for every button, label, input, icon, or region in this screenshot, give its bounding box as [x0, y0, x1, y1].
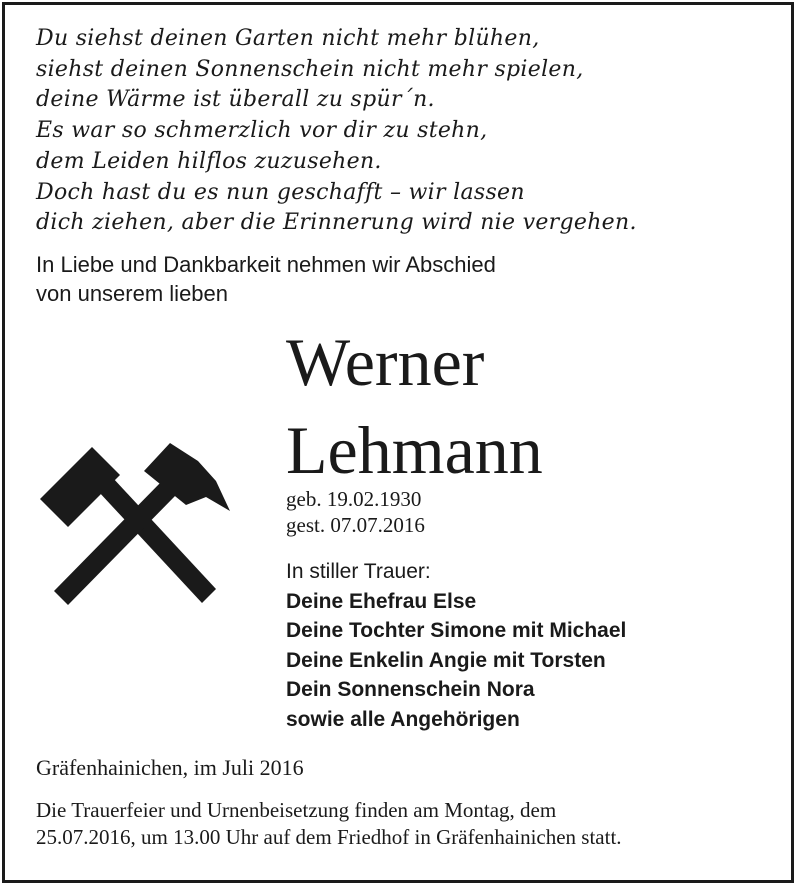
- service-info: [36, 797, 766, 851]
- service-line: Die Trauerfeier und Urnenbeisetzung finden am Montag, dem: [36, 798, 557, 822]
- poem-line: dich ziehen, aber die Erinnerung wird nie vergehen.: [36, 210, 637, 236]
- poem-line: dem Leiden hilflos zuzusehen.: [36, 148, 382, 174]
- hammer-and-pick-icon: [38, 435, 234, 615]
- service-line: 25.07.2016, um 13.00 Uhr auf dem Friedhof in Gräfenhainichen statt.: [36, 825, 622, 849]
- poem-line: Doch hast du es nun geschafft – wir lassen: [36, 179, 525, 205]
- life-dates: [286, 486, 425, 538]
- poem-line: Es war so schmerzlich vor dir zu stehn,: [36, 118, 488, 144]
- mourner-name: sowie alle Angehörigen: [286, 707, 520, 731]
- mourner-name: Deine Ehefrau Else: [286, 589, 477, 613]
- poem-line: Du siehst deinen Garten nicht mehr blühen,: [36, 26, 540, 51]
- mourner-name: Deine Tochter Simone mit Michael: [286, 619, 627, 642]
- intro-line: von unserem lieben: [36, 281, 229, 306]
- memorial-poem: [36, 24, 756, 239]
- intro-line: In Liebe und Dankbarkeit nehmen wir Abschied: [36, 252, 496, 277]
- mourner-name: Deine Enkelin Angie mit Torsten: [286, 648, 606, 672]
- mourners-block: [286, 557, 626, 734]
- deceased-name: [286, 318, 543, 494]
- mourners-heading: In stiller Trauer:: [286, 560, 431, 583]
- death-date: gest. 07.07.2016: [286, 513, 425, 537]
- birth-date: geb. 19.02.1930: [286, 487, 422, 511]
- farewell-intro: [36, 250, 736, 308]
- mourner-name: Dein Sonnenschein Nora: [286, 678, 535, 701]
- first-name: Werner: [286, 324, 485, 400]
- place-and-date: Gräfenhainichen, im Juli 2016: [36, 755, 304, 780]
- last-name: Lehmann: [286, 412, 543, 488]
- poem-line: deine Wärme ist überall zu spür´n.: [36, 87, 435, 113]
- poem-line: siehst deinen Sonnenschein nicht mehr spielen,: [36, 56, 584, 82]
